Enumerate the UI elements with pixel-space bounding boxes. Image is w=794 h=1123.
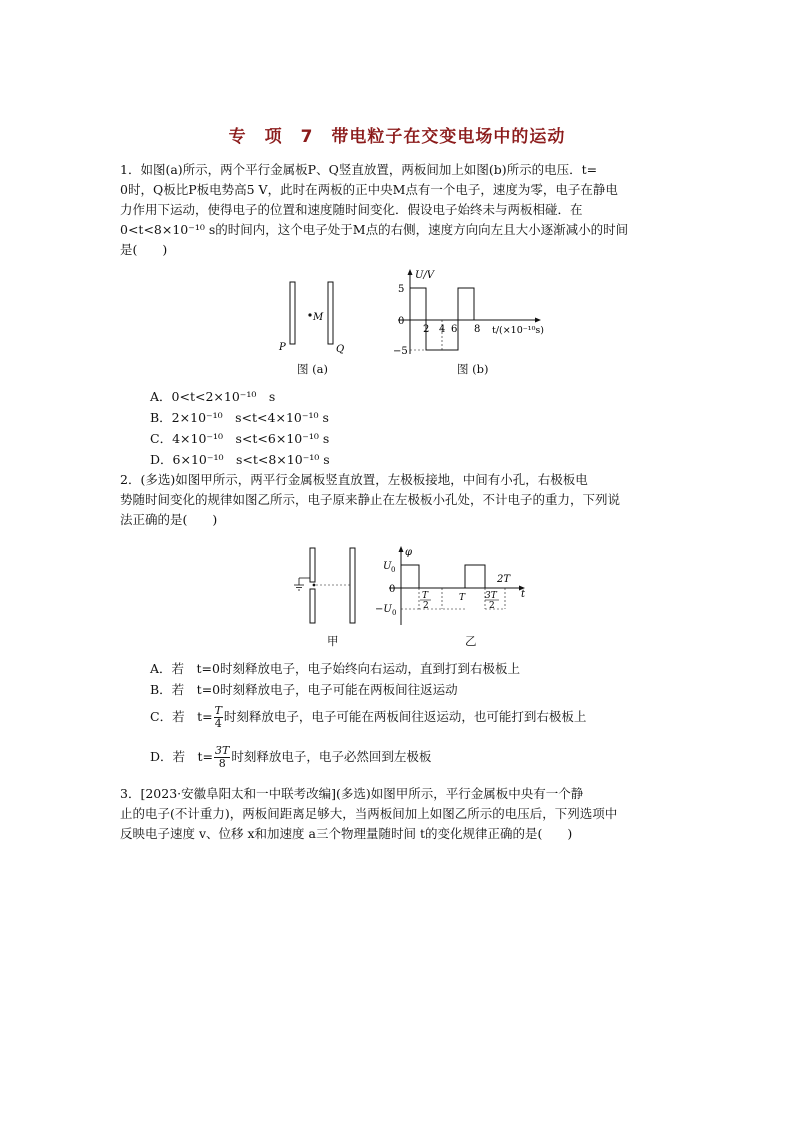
- q2-option-b: B．若 t=0时刻释放电子，电子可能在两板间往返运动: [150, 682, 458, 697]
- y-tick: 0: [398, 316, 405, 327]
- figure-yi-caption: 乙: [465, 634, 477, 648]
- q1-option-b: B．2×10⁻¹⁰ s<t<4×10⁻¹⁰ s: [150, 410, 329, 425]
- q1-line: 是( ): [120, 242, 168, 257]
- x-axis-label: t/(×10⁻¹⁰s): [492, 325, 544, 336]
- q3-line: 反映电子速度 v、位移 x和加速度 a三个物理量随时间 t的变化规律正确的是( ): [120, 826, 573, 841]
- y-axis-label: U/V: [415, 270, 435, 281]
- q2-line: 法正确的是( ): [120, 512, 218, 527]
- figure-b-caption: 图 (b): [457, 362, 489, 376]
- t-half-den: 2: [423, 601, 429, 611]
- figure-yi-potential-graph: [375, 543, 535, 629]
- q1-line: 0时，Q板比P板电势高5 V，此时在两板的正中央M点有一个电子，速度为零，电子在静电: [120, 182, 618, 197]
- page-title: 专 项 7 带电粒子在交变电场中的运动: [228, 127, 566, 147]
- q2-option-a: A．若 t=0时刻释放电子，电子始终向右运动，直到打到右极板上: [150, 661, 520, 676]
- q1-option-d: D．6×10⁻¹⁰ s<t<8×10⁻¹⁰ s: [150, 452, 330, 467]
- q2-option-d: [150, 745, 431, 770]
- q1-line: 1．如图(a)所示，两个平行金属板P、Q竖直放置，两板间加上如图(b)所示的电压．t=: [120, 162, 598, 177]
- q1-line: 力作用下运动，使得电子的位置和速度随时间变化．假设电子始终未与两板相碰．在: [120, 202, 583, 217]
- x-axis-label: t: [521, 589, 526, 600]
- fraction-3t-over-8: $\frac{3T}{8}$: [215, 744, 230, 770]
- t-2t-label: 2T: [497, 574, 511, 585]
- y-tick: −5: [393, 346, 408, 357]
- x-tick: 2: [423, 324, 430, 335]
- neg-u0-sub: 0: [392, 609, 397, 617]
- q2-option-c: [150, 705, 586, 730]
- u0-label: U: [383, 561, 392, 572]
- figure-a-caption: 图 (a): [297, 362, 328, 376]
- question-2-text: [120, 470, 675, 530]
- t-3half-den: 2: [489, 601, 495, 611]
- q1-line: 0<t<8×10⁻¹⁰ s的时间内，这个电子处于M点的右侧，速度方向向左且大小逐渐减小的时间: [120, 222, 629, 237]
- y-axis-label: φ: [405, 547, 413, 558]
- t-3half-num: 3T: [485, 591, 497, 601]
- x-tick: 6: [451, 324, 458, 335]
- figure-jia-plates: [290, 545, 370, 627]
- q2-option-d-prefix: D．若 t=: [150, 749, 214, 764]
- figure-jia-caption: 甲: [327, 634, 339, 648]
- q2-option-c-suffix: 时刻释放电子，电子可能在两板间往返运动，也可能打到右极板上: [223, 709, 587, 724]
- label-q: Q: [336, 344, 345, 355]
- q2-option-c-prefix: C．若 t=: [150, 709, 213, 724]
- neg-u0-label: −U: [375, 604, 392, 615]
- x-tick: 4: [439, 324, 446, 335]
- q3-line: 止的电子(不计重力)，两板间距离足够大，当两板间加上如图乙所示的电压后，下列选项中: [120, 806, 618, 821]
- question-1-text: [120, 160, 675, 260]
- y-tick: 5: [398, 284, 405, 295]
- q1-option-c: C．4×10⁻¹⁰ s<t<6×10⁻¹⁰ s: [150, 431, 330, 446]
- fraction-t-over-4: $\frac{T}{4}$: [214, 704, 222, 730]
- q2-line: 2．(多选)如图甲所示，两平行金属板竖直放置，左极板接地，中间有小孔，右极板电: [120, 472, 588, 487]
- q2-line: 势随时间变化的规律如图乙所示，电子原来静止在左极板小孔处，不计电子的重力，下列说: [120, 492, 621, 507]
- q2-option-d-suffix: 时刻释放电子，电子必然回到左极板: [231, 749, 432, 764]
- label-p: P: [279, 342, 286, 353]
- t-half-num: T: [422, 591, 429, 601]
- q1-option-a: A．0<t<2×10⁻¹⁰ s: [150, 389, 276, 404]
- label-m: M: [313, 312, 324, 323]
- figure-b-voltage-graph: [388, 266, 558, 362]
- q3-line: 3．[2023·安徽阜阳太和一中联考改编](多选)如图甲所示，平行金属板中央有一个静: [120, 786, 584, 801]
- u0-sub: 0: [391, 566, 396, 574]
- question-3-text: [120, 784, 675, 844]
- zero-label: 0: [389, 584, 396, 595]
- t-label: T: [459, 593, 466, 603]
- figure-a-plates: [270, 278, 360, 358]
- x-tick: 8: [474, 324, 481, 335]
